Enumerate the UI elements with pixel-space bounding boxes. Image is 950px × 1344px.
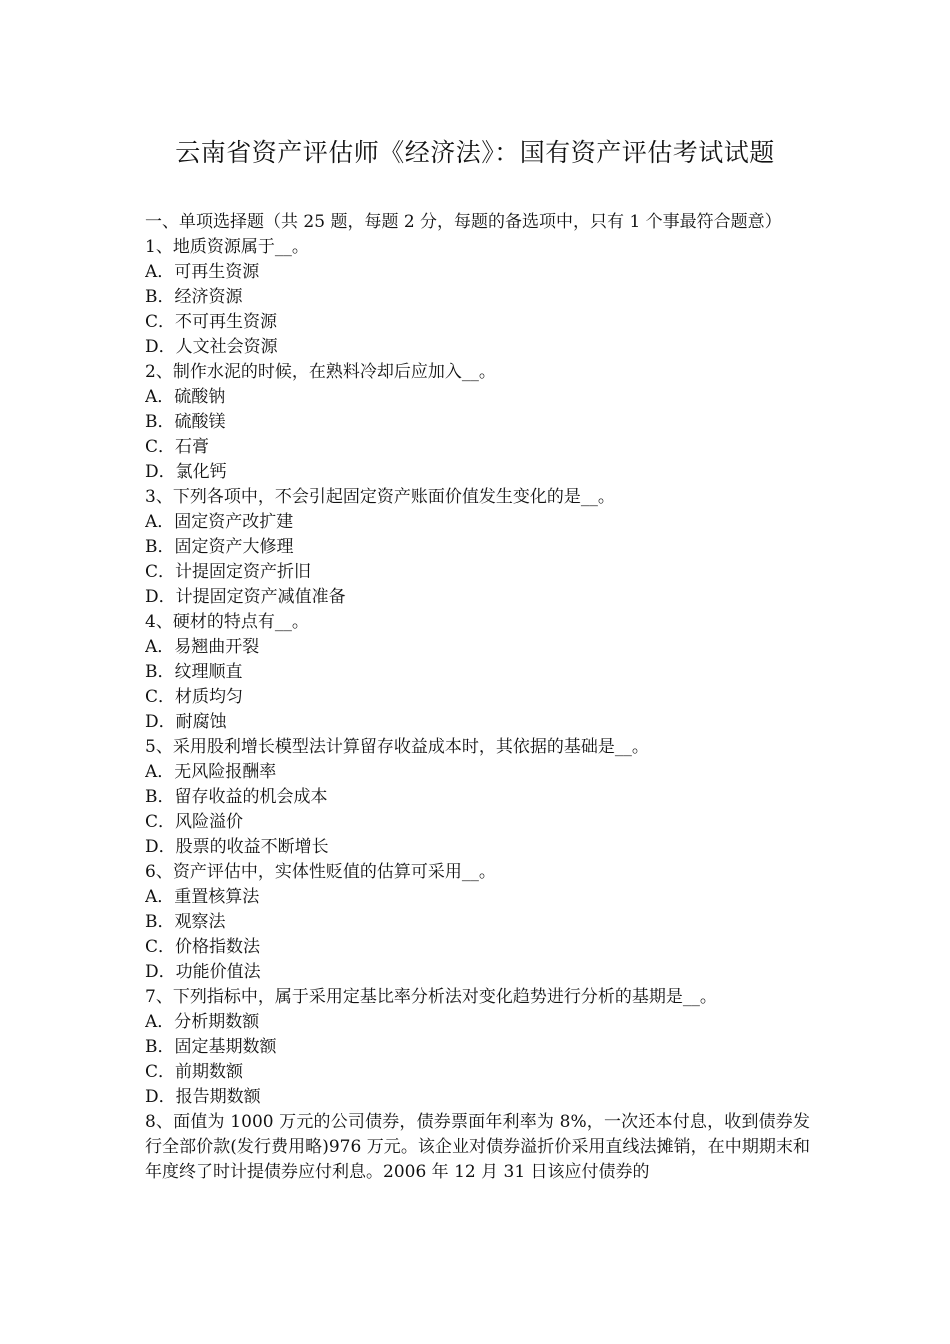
question-stem: 6、资产评估中，实体性贬值的估算可采用__。 (145, 862, 496, 882)
document-body (145, 210, 810, 1185)
option-b: B．经济资源 (145, 287, 243, 307)
option-a: A．硫酸钠 (145, 387, 226, 407)
question-stem: 5、采用股利增长模型法计算留存收益成本时，其依据的基础是__。 (145, 737, 649, 757)
option-c: C．风险溢价 (145, 812, 244, 832)
option-d: D．人文社会资源 (145, 337, 278, 357)
question-2 (145, 360, 810, 485)
option-a: A．固定资产改扩建 (145, 512, 294, 532)
option-a: A．无风险报酬率 (145, 762, 277, 782)
option-b: B．硫酸镁 (145, 412, 226, 432)
question-6 (145, 860, 810, 985)
question-stem: 8、面值为 1000 万元的公司债券，债券票面年利率为 8%，一次还本付息，收到债券发行全部价款(发行费用略)976 万元。该企业对债券溢折价采用直线法摊销，在中期期末和年度终了时计提债券应付利息。2006 年 12 月 31 日该应付债券的 (145, 1112, 810, 1182)
option-d: D．报告期数额 (145, 1087, 261, 1107)
question-stem: 3、下列各项中，不会引起固定资产账面价值发生变化的是__。 (145, 487, 615, 507)
question-stem: 1、地质资源属于__。 (145, 237, 309, 257)
option-b: B．纹理顺直 (145, 662, 243, 682)
question-stem: 4、硬材的特点有__。 (145, 612, 309, 632)
option-a: A．重置核算法 (145, 887, 260, 907)
option-b: B．固定资产大修理 (145, 537, 294, 557)
option-c: C．前期数额 (145, 1062, 244, 1082)
question-stem: 7、下列指标中，属于采用定基比率分析法对变化趋势进行分析的基期是__。 (145, 987, 717, 1007)
option-c: C．不可再生资源 (145, 312, 278, 332)
question-8 (145, 1110, 810, 1185)
question-3 (145, 485, 810, 610)
option-a: A．分析期数额 (145, 1012, 260, 1032)
question-1 (145, 235, 810, 360)
page-title: 云南省资产评估师《经济法》：国有资产评估考试试题 (175, 138, 775, 167)
option-c: C．石膏 (145, 437, 210, 457)
question-stem: 2、制作水泥的时候，在熟料冷却后应加入__。 (145, 362, 496, 382)
option-c: C．计提固定资产折旧 (145, 562, 312, 582)
option-d: D．耐腐蚀 (145, 712, 227, 732)
option-d: D．股票的收益不断增长 (145, 837, 329, 857)
option-c: C．材质均匀 (145, 687, 244, 707)
option-a: A．易翘曲开裂 (145, 637, 260, 657)
option-b: B．固定基期数额 (145, 1037, 277, 1057)
option-c: C．价格指数法 (145, 937, 261, 957)
question-5 (145, 735, 810, 860)
option-b: B．观察法 (145, 912, 226, 932)
option-a: A．可再生资源 (145, 262, 260, 282)
option-d: D．氯化钙 (145, 462, 227, 482)
question-4 (145, 610, 810, 735)
option-d: D．计提固定资产减值准备 (145, 587, 346, 607)
option-b: B．留存收益的机会成本 (145, 787, 328, 807)
section-heading: 一、单项选择题（共 25 题，每题 2 分，每题的备选项中，只有 1 个事最符合题意） (145, 212, 782, 232)
question-7 (145, 985, 810, 1110)
option-d: D．功能价值法 (145, 962, 261, 982)
